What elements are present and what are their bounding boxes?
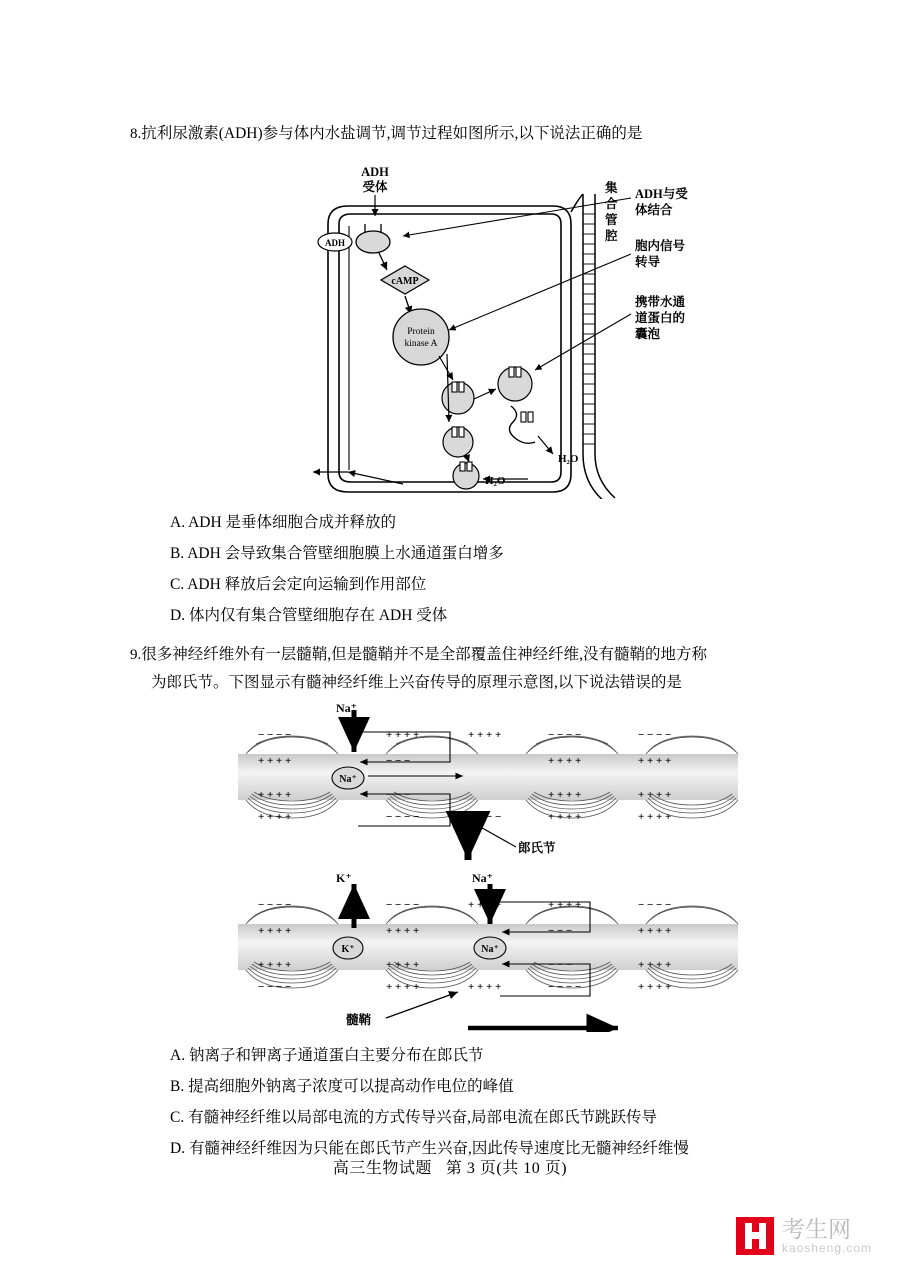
svg-text:− − − −: − − − −	[385, 899, 419, 911]
label-myelin-sheath: 髓鞘	[345, 1013, 371, 1027]
svg-text:+ + + +: + + + +	[257, 755, 291, 767]
svg-text:+ + + +: + + + +	[637, 755, 671, 767]
watermark-text: 考生网	[781, 1216, 851, 1242]
camp-shape	[381, 266, 429, 294]
label-na-bubble-2: Na⁺	[480, 944, 499, 955]
svg-text:腔: 腔	[604, 229, 618, 243]
question-9-text-1: 很多神经纤维外有一层髓鞘,但是髓鞘并不是全部覆盖住神经纤维,没有髓鞘的地方称	[141, 646, 708, 663]
footer-page-number: 第 3 页(共 10 页)	[445, 1160, 568, 1177]
question-8-option-a: A. ADH 是垂体细胞合成并释放的	[170, 514, 397, 531]
annotation-aquaporin-vesicle	[634, 294, 686, 341]
label-na-influx-2: Na⁺	[471, 871, 493, 885]
watermark-logo-icon	[736, 1217, 774, 1255]
svg-text:胞内信号: 胞内信号	[634, 239, 685, 253]
svg-text:+ + + +: + + + +	[385, 959, 419, 971]
question-8-text: 抗利尿激素(ADH)参与体内水盐调节,调节过程如图所示,以下说法正确的是	[141, 125, 643, 142]
svg-text:ADH与受: ADH与受	[634, 187, 688, 201]
svg-text:+ + + +: + + + +	[547, 755, 581, 767]
svg-text:+ + + +: + + + +	[637, 789, 671, 801]
svg-text:− − − −: − − − −	[257, 899, 291, 911]
svg-text:+ + + +: + + + +	[547, 811, 581, 823]
question-9-option-a: A. 钠离子和钾离子通道蛋白主要分布在郎氏节	[170, 1047, 484, 1064]
svg-text:+ + + +: + + + +	[467, 729, 501, 741]
label-node-of-ranvier: 郎氏节	[517, 841, 556, 855]
svg-text:− − −: − − −	[385, 789, 410, 801]
label-k-efflux: K⁺	[335, 871, 352, 885]
page-footer	[0, 1155, 900, 1178]
svg-text:合: 合	[604, 197, 618, 211]
svg-text:+ + + +: + + + +	[637, 811, 671, 823]
svg-text:− − − −: − − − −	[637, 729, 671, 741]
svg-text:− − −: − − −	[385, 755, 410, 767]
label-h2o-1: H₂O	[557, 453, 578, 465]
svg-text:道蛋白的: 道蛋白的	[634, 311, 685, 325]
question-8-options	[170, 507, 845, 631]
svg-text:− − − −: − − − −	[547, 981, 581, 993]
question-8-stem	[130, 120, 845, 148]
svg-text:− − − −: − − − −	[257, 981, 291, 993]
label-na-bubble-top: Na⁺	[338, 774, 357, 785]
svg-text:+ + + +: + + + +	[257, 959, 291, 971]
question-9-number: 9.	[130, 647, 142, 663]
annotation-adh-binding	[635, 186, 688, 217]
question-9-option-b: B. 提高细胞外钠离子浓度可以提高动作电位的峰值	[170, 1078, 514, 1095]
svg-text:− − − −: − − − −	[547, 729, 581, 741]
watermark	[736, 1217, 872, 1255]
page-content	[130, 120, 845, 1170]
label-na-top: Na⁺	[335, 702, 357, 715]
svg-text:cAMP: cAMP	[390, 276, 419, 287]
svg-text:+ + + +: + + + +	[637, 959, 671, 971]
svg-text:ADH: ADH	[324, 238, 345, 248]
svg-text:− − − −: − − − −	[637, 899, 671, 911]
svg-text:− − − −: − − − −	[257, 729, 291, 741]
label-adh-receptor-line1: ADH	[360, 165, 389, 179]
svg-text:+ + + +: + + + +	[547, 789, 581, 801]
svg-text:+ + + +: + + + +	[547, 899, 581, 911]
svg-text:携带水通: 携带水通	[634, 295, 685, 309]
svg-text:+ + + +: + + + +	[385, 729, 419, 741]
question-9-stem-line1	[130, 641, 845, 669]
adh-receptor-shape	[356, 224, 390, 253]
svg-text:kinase A: kinase A	[404, 339, 437, 349]
question-8-option-c: C. ADH 释放后会定向运输到作用部位	[170, 576, 427, 593]
svg-text:囊泡: 囊泡	[634, 327, 660, 341]
footer-exam-title: 高三生物试题	[332, 1160, 432, 1177]
question-9-figure-wrap	[130, 702, 845, 1032]
label-h2o-2: H₂O	[484, 475, 505, 487]
adh-ligand-shape	[318, 233, 352, 251]
svg-text:+ + + +: + + + +	[385, 981, 419, 993]
question-8-option-b: B. ADH 会导致集合管壁细胞膜上水通道蛋白增多	[170, 545, 504, 562]
myelinated-nerve-fiber-diagram	[218, 702, 758, 1032]
svg-text:集: 集	[604, 181, 618, 195]
svg-text:+ + + +: + + + +	[637, 981, 671, 993]
label-duct-lumen	[605, 180, 618, 243]
svg-text:+ + + +: + + + +	[257, 789, 291, 801]
svg-text:+ + + +: + + + +	[385, 925, 419, 937]
question-9-stem-line2: 为郎氏节。下图显示有髓神经纤维上兴奋传导的原理示意图,以下说法错误的是	[151, 674, 682, 691]
svg-text:体结合: 体结合	[634, 203, 673, 217]
svg-text:Protein: Protein	[406, 327, 435, 337]
svg-text:转导: 转导	[634, 255, 660, 269]
watermark-subtext: kaosheng.com	[781, 1241, 872, 1255]
svg-text:+ + + +: + + + +	[467, 981, 501, 993]
adh-collecting-duct-diagram	[253, 154, 723, 499]
svg-text:− − −: − − −	[547, 925, 572, 937]
label-adh-receptor-line2: 受体	[361, 180, 388, 194]
label-k-bubble: K⁺	[340, 944, 355, 955]
svg-text:− − − −: − − − −	[385, 811, 419, 823]
question-9	[130, 641, 845, 1164]
svg-text:+ + + +: + + + +	[257, 811, 291, 823]
svg-text:− − − −: − − − −	[467, 811, 501, 823]
svg-text:− − −: − − −	[547, 959, 572, 971]
question-9-option-c: C. 有髓神经纤维以局部电流的方式传导兴奋,局部电流在郎氏节跳跃传导	[170, 1109, 657, 1126]
svg-text:+ + + +: + + + +	[467, 899, 501, 911]
nerve-panel-bottom	[238, 871, 738, 996]
question-9-option-d: D. 有髓神经纤维因为只能在郎氏节产生兴奋,因此传导速度比无髓神经纤维慢	[170, 1140, 689, 1157]
svg-text:+ + + +: + + + +	[257, 925, 291, 937]
question-8	[130, 120, 845, 631]
annotation-signal-transduction	[635, 238, 686, 269]
protein-kinase-a-shape	[393, 309, 449, 365]
svg-text:管: 管	[604, 213, 618, 227]
question-9-options	[170, 1040, 845, 1164]
svg-text:+ + + +: + + + +	[637, 925, 671, 937]
question-8-option-d: D. 体内仅有集合管壁细胞存在 ADH 受体	[170, 607, 448, 624]
question-8-number: 8.	[130, 126, 142, 142]
question-8-figure-wrap	[130, 154, 845, 499]
nerve-panel-top	[238, 702, 738, 826]
